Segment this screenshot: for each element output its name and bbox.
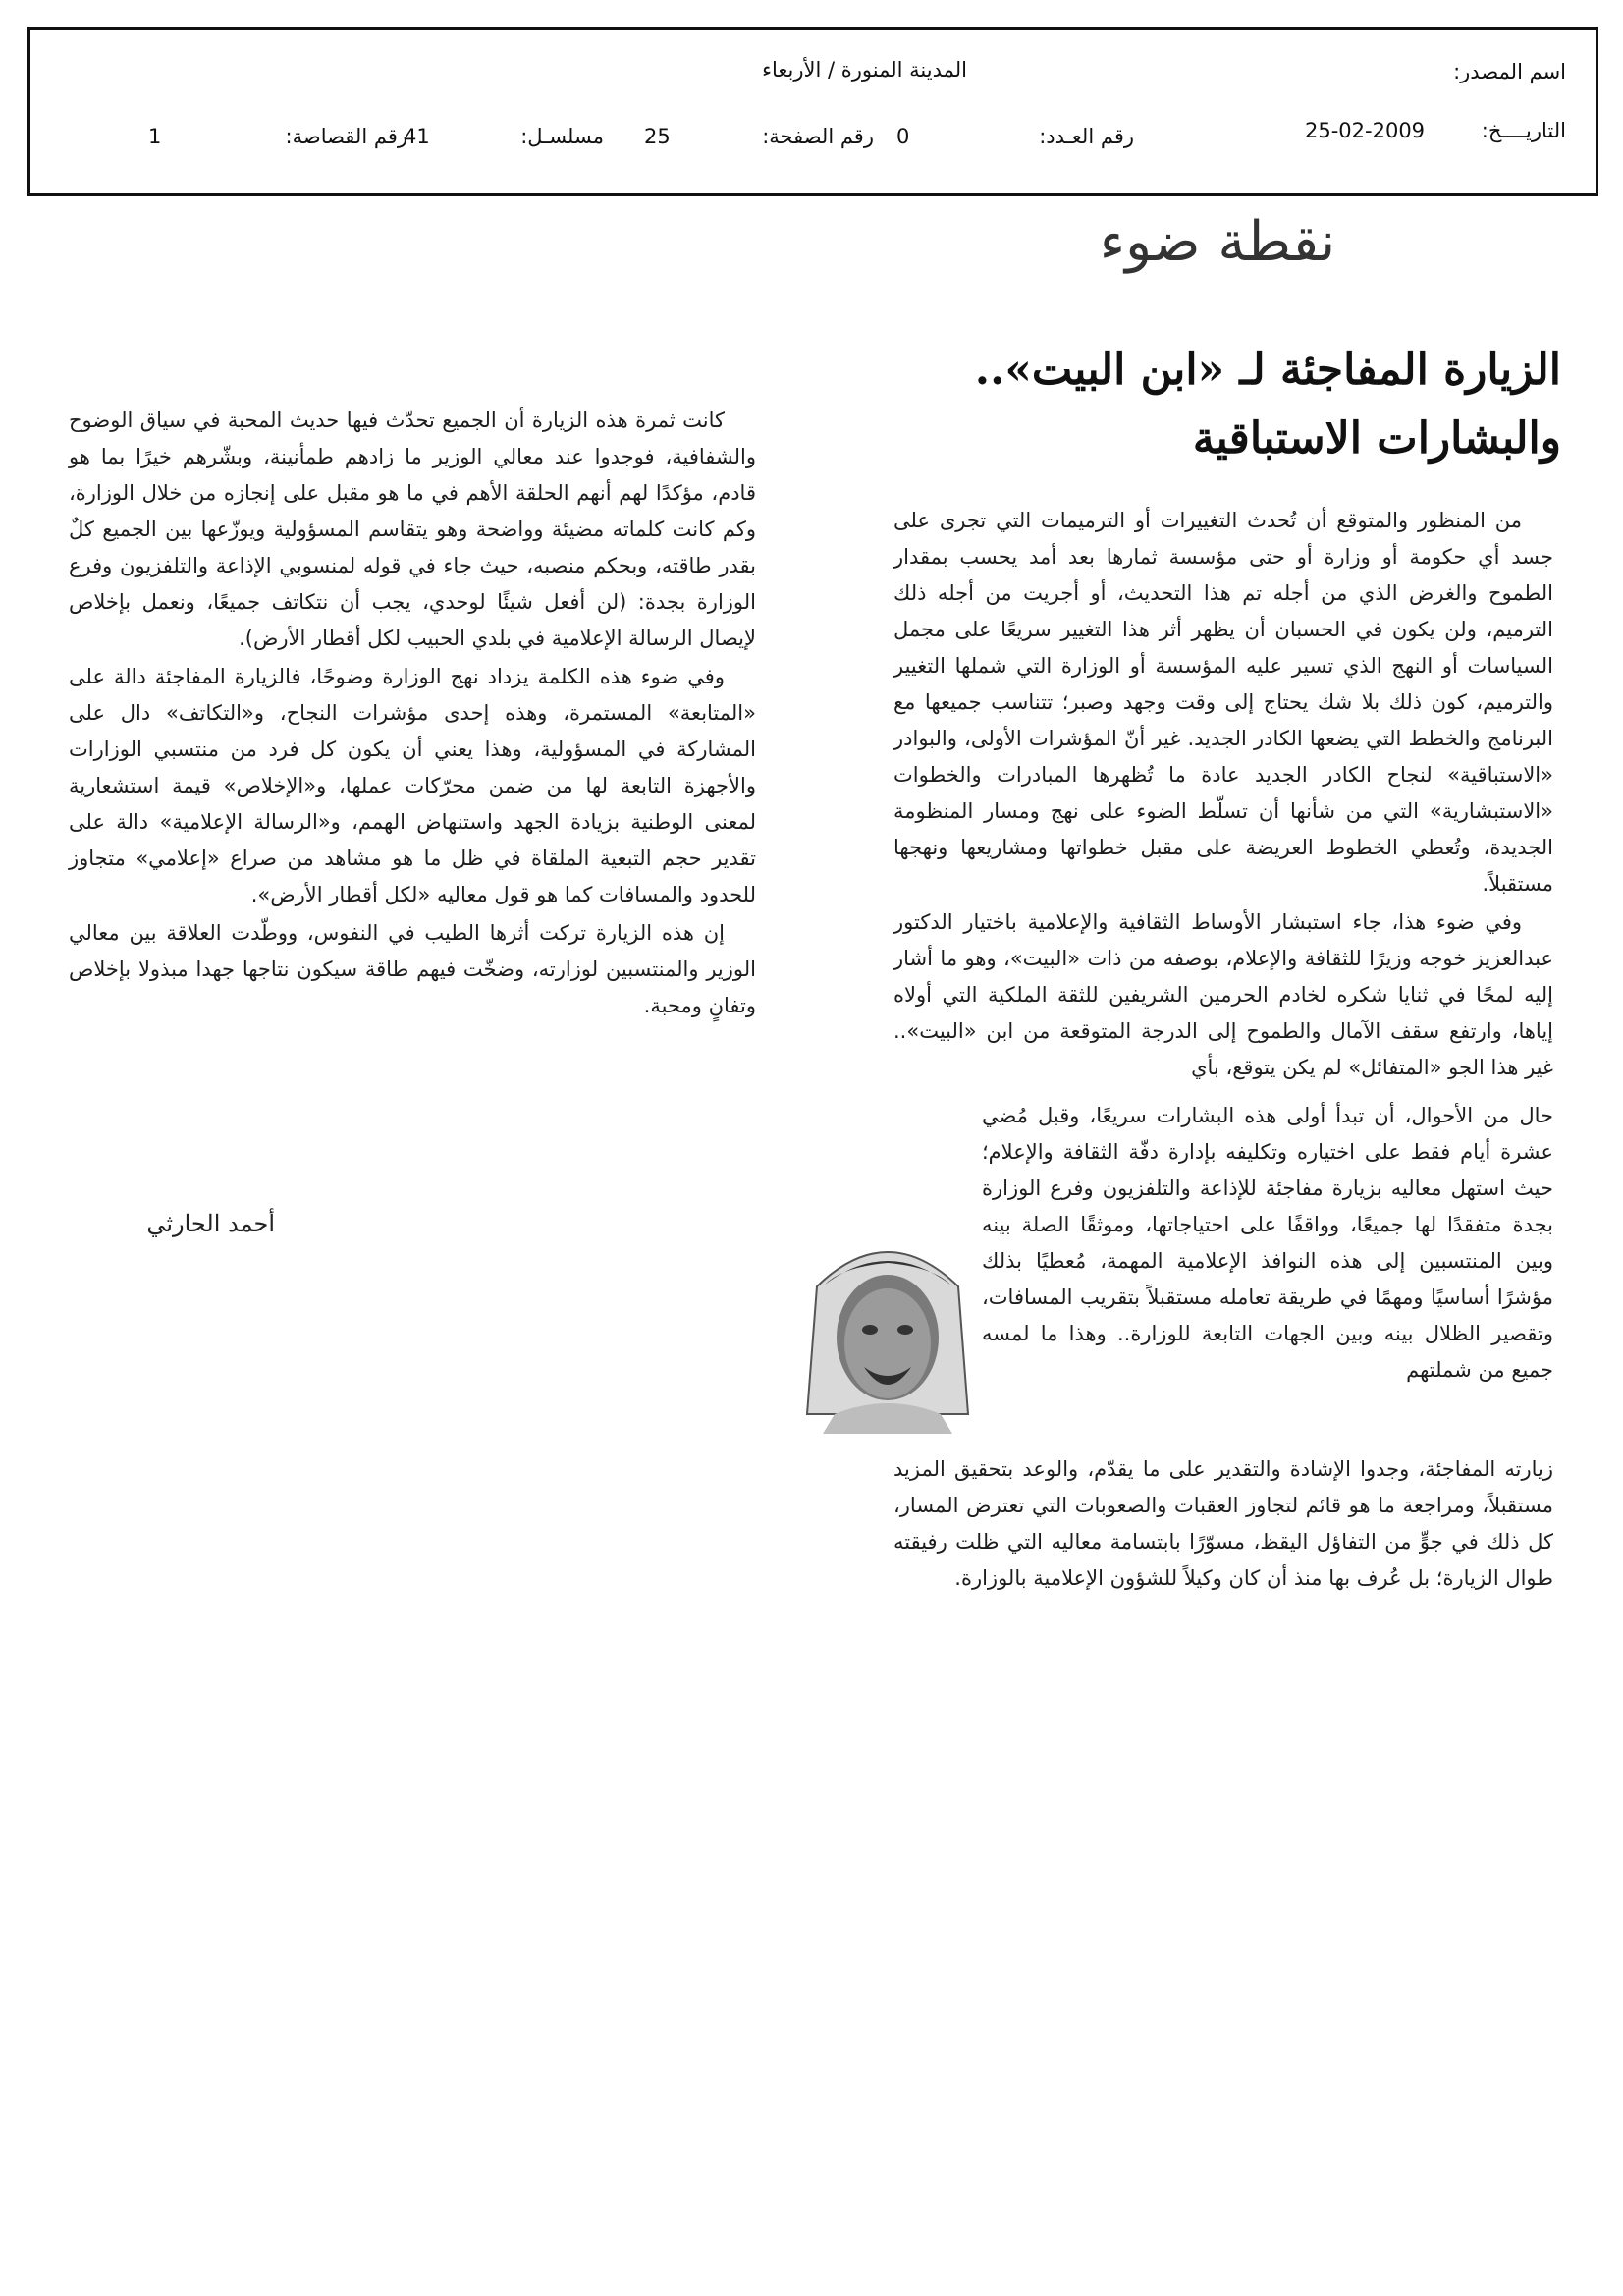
date-value: 25-02-2009	[1305, 119, 1426, 142]
page-value: 25	[644, 125, 671, 148]
article-column-right-top	[893, 503, 1553, 1088]
clip-value: 1	[148, 125, 162, 148]
date-label: التاريــــخ:	[1481, 119, 1566, 142]
headline-line-1: الزيارة المفاجئة لـ «ابن البيت»..	[974, 345, 1561, 395]
paragraph: وفي ضوء هذه الكلمة يزداد نهج الوزارة وضوحًا، فالزيارة المفاجئة دالة على «المتابعة» المستمرة، وهذه إحدى مؤشرات النجاح، و«التكاتف» دال على المشاركة في المسؤولية، وهذا يعني أن يكون كل فرد من منتسبي الوزارات والأجهزة التابعة لها من ضمن محرّكات عملها، و«الإخلاص» قيمة استشعارية لمعنى الوطنية بزيادة الجهد واستنهاض الهمم، و«الرسالة الإعلامية» دالة على تقدير حجم التبعية الملقاة في ظل ما هو مشاهد من صراع «إعلامي» متجاوز للحدود والمسافات كما هو قول معاليه «لكل أقطار الأرض».	[69, 665, 756, 906]
paragraph: إن هذه الزيارة تركت أثرها الطيب في النفوس، ووطّدت العلاقة بين معالي الوزير والمنتسبين لوزارته، وضخّت فيهم طاقة سيكون نتاجها جهدا مبذولا بإخلاص وتفانٍ ومحبة.	[69, 921, 756, 1017]
issue-value: 0	[896, 125, 910, 148]
serial-label: مسلسـل:	[520, 125, 604, 148]
paragraph: حال من الأحوال، أن تبدأ أولى هذه البشارات سريعًا، وقبل مُضي عشرة أيام فقط على اختياره وتكليفه بإدارة دفّة الثقافة والإعلام؛ حيث استهل معاليه بزيارة مفاجئة للإذاعة والتلفزيون وفرع الوزارة بجدة متفقدًا لها جميعًا، وواقفًا على احتياجاتها، وموثقًا الصلة بينه وبين المنتسبين إلى هذه النوافذ الإعلامية المهمة، مُعطيًا بذلك مؤشرًا أساسيًا ومهمًا في طريقة تعامله مستقبلاً بتقريب المسافات، وتقصير الظلال بينه وبين الجهات التابعة للوزارة.. وهذا ما لمسه جميع من شملتهم	[982, 1104, 1553, 1382]
article-column-right-middle	[982, 1098, 1553, 1391]
page-label: رقم الصفحة:	[762, 125, 874, 148]
portrait-image	[795, 1228, 980, 1434]
serial-value: 41	[404, 125, 430, 148]
paragraph: كانت ثمرة هذه الزيارة أن الجميع تحدّث فيها حديث المحبة في سياق الوضوح والشفافية، فوجدوا عند معالي الوزير ما زادهم طمأنينة، وبشّرهم خيرًا بما هو قادم، مؤكدًا لهم أنهم الحلقة الأهم في ما هو مقبل على إنجازه من خلال الوزارة، وكم كانت كلماته مضيئة وواضحة وهو يتقاسم المسؤولية ويوزّعها بين الجميع كلٌ بقدر طاقته، وبحكم منصبه، حيث جاء في قوله لمنسوبي الإذاعة والتلفزيون وفرع الوزارة بجدة: (لن أفعل شيئًا لوحدي، يجب أن نتكاتف جميعًا، ونعمل بإخلاص لإيصال الرسالة الإعلامية في بلدي الحبيب لكل أقطار الأرض).	[69, 409, 756, 650]
paragraph: وفي ضوء هذا، جاء استبشار الأوساط الثقافية والإعلامية باختيار الدكتور عبدالعزيز خوجه وزيرًا للثقافة والإعلام، بوصفه من ذات «البيت»، وهو ما أشار إليه لمحًا في ثنايا شكره لخادم الحرمين الشريفين للثقة الملكية التي أولاه إياها، وارتفع سقف الآمال والطموح إلى الدرجة المتوقعة من ابن «البيت».. غير هذا الجو «المتفائل» لم يكن يتوقع، بأي	[893, 910, 1553, 1079]
author-photo	[795, 1228, 980, 1434]
clip-label: رقم القصاصة:	[285, 125, 407, 148]
article-column-right-bottom	[893, 1451, 1553, 1599]
section-tag: نقطة ضوء	[1099, 210, 1336, 274]
issue-label: رقم العـدد:	[1039, 125, 1134, 148]
headline-line-2: والبشارات الاستباقية	[1192, 413, 1561, 464]
source-label: اسم المصدر:	[1453, 60, 1566, 83]
article-column-left	[69, 403, 756, 1026]
author-byline: أحمد الحارثي	[146, 1210, 275, 1237]
article-headline	[884, 336, 1561, 473]
paragraph: من المنظور والمتوقع أن تُحدث التغييرات أو الترميمات التي تجرى على جسد أي حكومة أو وزارة أو حتى مؤسسة ثمارها بعد أمد يحسب بمقدار الطموح والغرض الذي من أجله تم هذا التحديث، أو أجريت من أجله ذلك الترميم، ولن يكون في الحسبان أن يظهر أثر هذا التغيير سريعًا على مجمل السياسات أو النهج الذي تسير عليه المؤسسة أو الوزارة التي شملها التغيير والترميم، كون ذلك بلا شك يحتاج إلى وقت وجهد وصبر؛ تتناسب جميعها مع البرنامج والخطط التي يضعها الكادر الجديد. غير أنّ المؤشرات الأولى، والبوادر «الاستباقية» لنجاح الكادر الجديد عادة ما تُظهرها المبادرات والخطوات «الاستبشارية» التي من شأنها أن تسلّط الضوء على نهج ومسار المنظومة الجديدة، وتُعطي الخطوط العريضة على مقبل خطواتها ومشاريعها ونهجها مستقبلاً.	[893, 509, 1553, 896]
paragraph: زيارته المفاجئة، وجدوا الإشادة والتقدير على ما يقدّم، والوعد بتحقيق المزيد مستقبلاً، ومراجعة ما هو قائم لتجاوز العقبات والصعوبات التي تعترض المسار، كل ذلك في جوٍّ من التفاؤل اليقظ، مسوّرًا بابتسامة معاليه التي ظلت رفيقته طوال الزيارة؛ بل عُرف بها منذ أن كان وكيلاً للشؤون الإعلامية بالوزارة.	[893, 1457, 1553, 1590]
source-value: المدينة المنورة / الأربعاء	[762, 58, 967, 82]
clipping-header-box	[27, 27, 1598, 196]
